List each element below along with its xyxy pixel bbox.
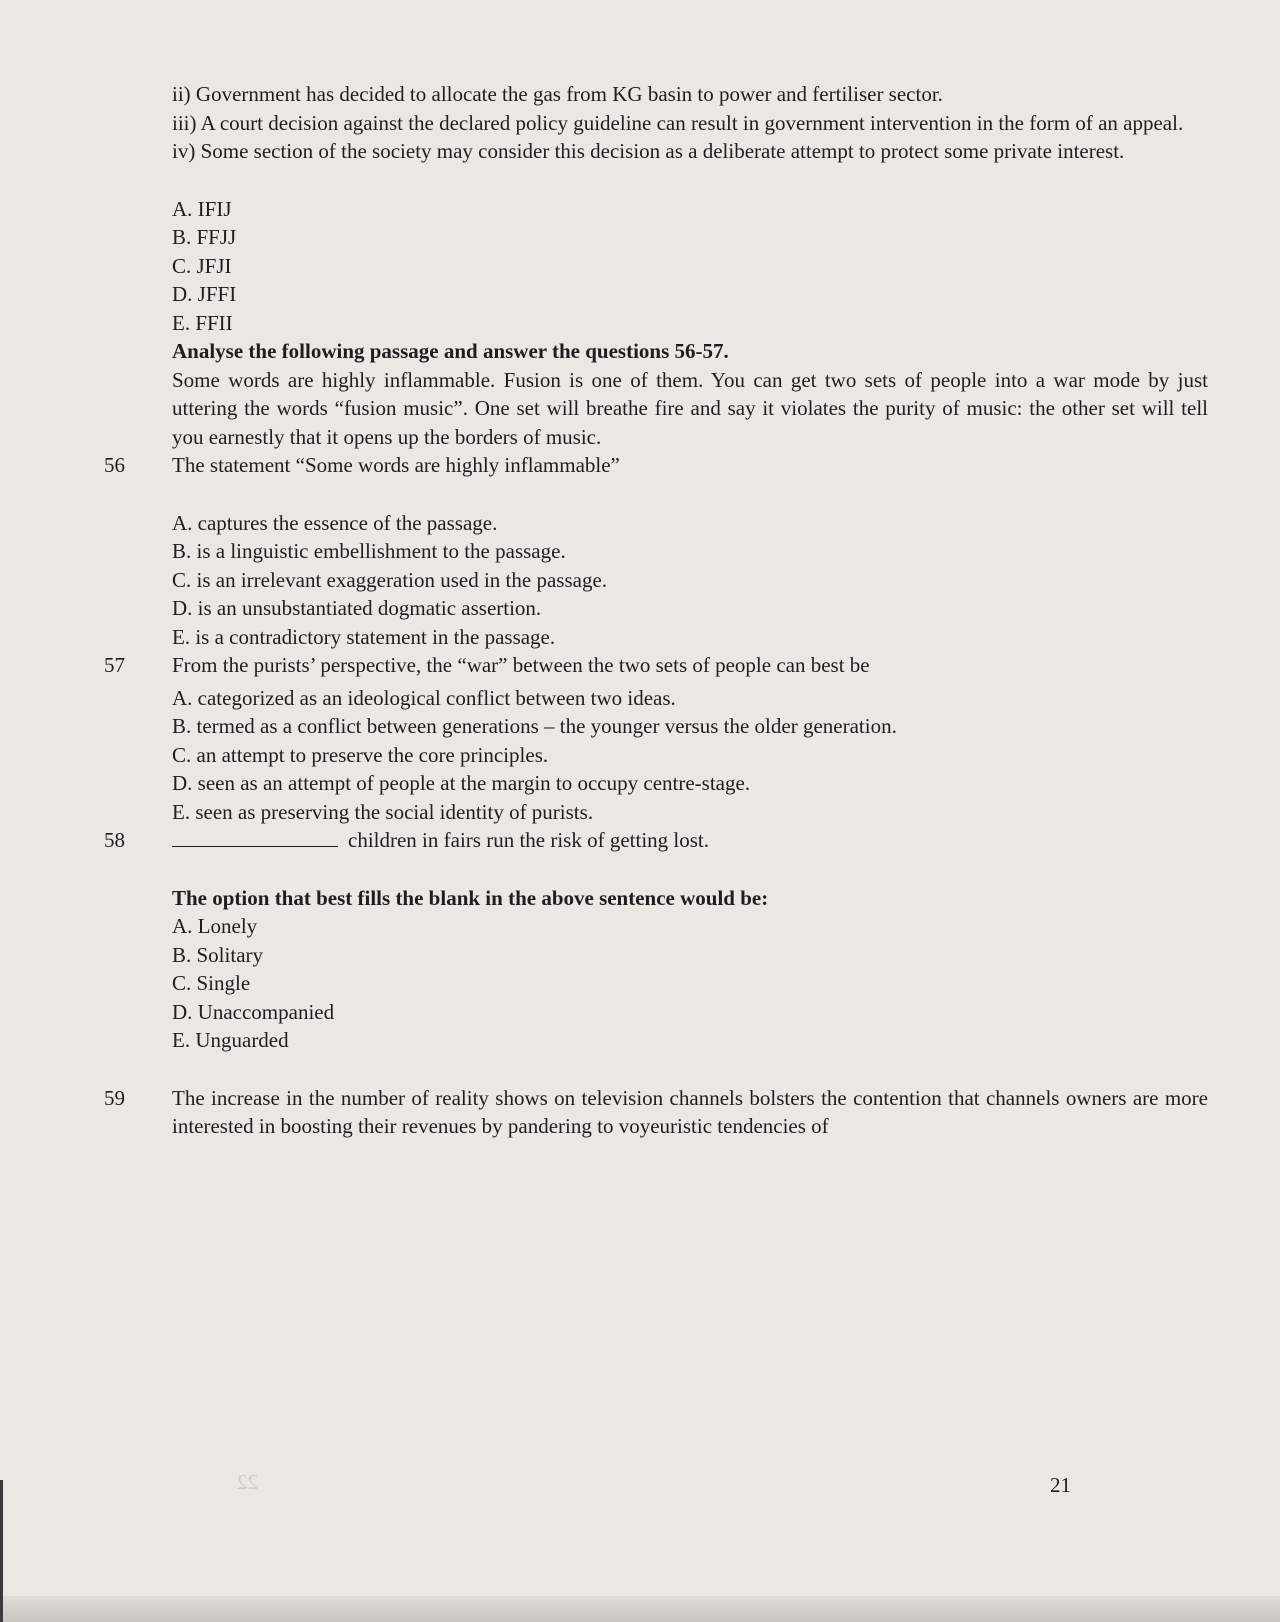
passage-text: Some words are highly inflammable. Fusion is one of them. You can get two sets of people into a war mode by just uttering the words “fusion music”. One set will breathe fire and say it violates the purity of music: the other set will tell you earnestly that it opens up the borders of music.	[172, 367, 1208, 449]
answer-blank	[172, 826, 338, 847]
option-a: A. Lonely	[172, 914, 258, 938]
passage-heading: Analyse the following passage and answer the questions 56-57.	[172, 339, 729, 363]
question-sentence: children in fairs run the risk of getting lost.	[348, 828, 710, 852]
question-58	[104, 826, 1208, 1055]
option-d: D. JFFI	[172, 282, 237, 306]
option-c: C. an attempt to preserve the core principles.	[172, 742, 549, 767]
continuation-options	[172, 195, 1208, 338]
option-a: A. IFIJ	[172, 196, 232, 221]
page-content	[104, 80, 1208, 1141]
option-a: A. captures the essence of the passage.	[172, 510, 498, 535]
option-a: A. categorized as an ideological conflict between two ideas.	[172, 685, 676, 710]
page-bottom-edge	[0, 1596, 1280, 1622]
option-c: C. Single	[172, 971, 251, 995]
question-options	[172, 912, 1208, 1055]
option-b: B. is a linguistic embellishment to the passage.	[172, 539, 566, 563]
question-number: 59	[104, 1085, 125, 1110]
page-number: 21	[1050, 1473, 1071, 1497]
question-options	[172, 684, 1208, 827]
question-number: 56	[104, 453, 125, 477]
option-d: D. seen as an attempt of people at the margin to occupy centre-stage.	[172, 771, 751, 795]
statement-iv: iv) Some section of the society may consider this decision as a deliberate attempt to protect some private interest.	[172, 139, 1125, 163]
question-number: 57	[104, 653, 125, 677]
question-text: From the purists’ perspective, the “war” between the two sets of people can best be	[172, 653, 870, 677]
option-e: E. seen as preserving the social identity of purists.	[172, 799, 594, 824]
bleed-through-page-number: 22	[237, 1470, 258, 1494]
question-text	[172, 826, 1208, 855]
option-b: B. Solitary	[172, 942, 264, 967]
continuation-block	[172, 80, 1208, 337]
statement-ii: ii) Government has decided to allocate the gas from KG basin to power and fertiliser sector.	[172, 82, 943, 106]
question-text: The statement “Some words are highly inflammable”	[172, 453, 620, 477]
option-e: E. is a contradictory statement in the passage.	[172, 624, 556, 649]
option-b: B. FFJJ	[172, 225, 237, 249]
statement-iii: iii) A court decision against the declared policy guideline can result in government intervention in the form of an appeal.	[172, 110, 1184, 135]
option-c: C. is an irrelevant exaggeration used in the passage.	[172, 567, 608, 592]
question-text: The increase in the number of reality shows on television channels bolsters the contention that channels owners are more interested in boosting their revenues by pandering to voyeuristic tendencies of	[172, 1085, 1208, 1138]
question-59	[104, 1084, 1208, 1141]
option-d: D. is an unsubstantiated dogmatic assertion.	[172, 596, 542, 620]
option-b: B. termed as a conflict between generations – the younger versus the older generation.	[172, 714, 897, 738]
option-c: C. JFJI	[172, 253, 232, 278]
question-number: 58	[104, 828, 125, 852]
question-57	[104, 651, 1208, 826]
question-56	[104, 451, 1208, 651]
option-d: D. Unaccompanied	[172, 999, 335, 1024]
page-left-edge	[0, 1480, 3, 1622]
question-instruction: The option that best fills the blank in the above sentence would be:	[172, 885, 769, 910]
option-e: E. FFII	[172, 310, 233, 335]
question-options	[172, 509, 1208, 652]
option-e: E. Unguarded	[172, 1028, 289, 1052]
